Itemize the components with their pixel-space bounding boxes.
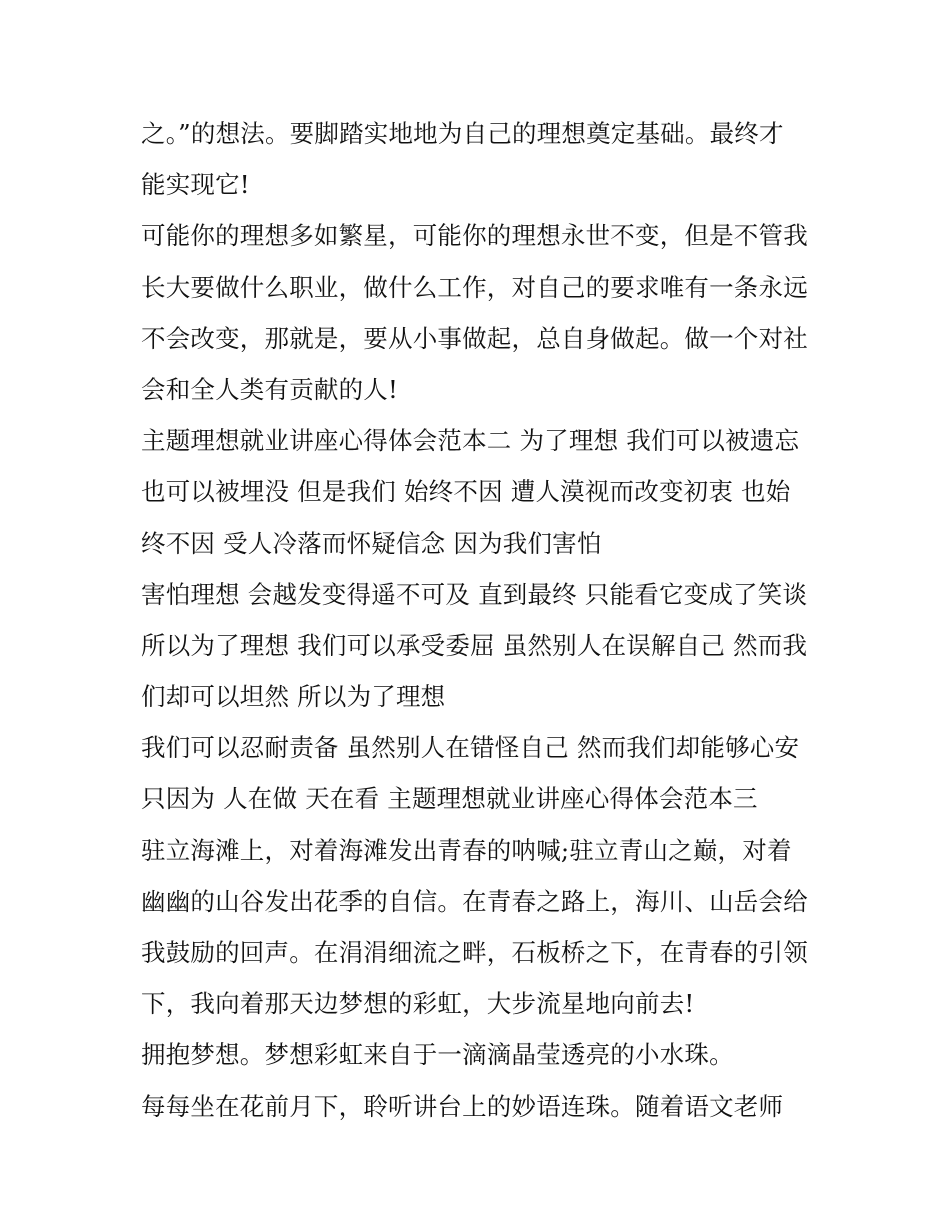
text-line: 每每坐在花前月下，聆听讲台上的妙语连珠。随着语文老师 xyxy=(141,1091,784,1121)
body-text xyxy=(141,108,841,1132)
text-line: 不会改变，那就是，要从小事做起，总自身做起。做一个对社 xyxy=(141,323,808,353)
text-line: 害怕理想 会越发变得遥不可及 直到最终 只能看它变成了笑谈 xyxy=(141,579,808,609)
text-line: 所以为了理想 我们可以承受委屈 虽然别人在误解自己 然而我 xyxy=(141,630,808,660)
text-line: 长大要做什么职业，做什么工作，对自己的要求唯有一条永远 xyxy=(141,272,808,302)
text-line: 下，我向着那天边梦想的彩虹，大步流星地向前去! xyxy=(141,989,695,1019)
text-line: 只因为 人在做 天在看 主题理想就业讲座心得体会范本三 xyxy=(141,784,758,814)
text-line: 也可以被埋没 但是我们 始终不因 遭人漠视而改变初衷 也始 xyxy=(141,477,791,507)
text-line: 我鼓励的回声。在涓涓细流之畔，石板桥之下，在青春的引领 xyxy=(141,938,808,967)
text-line: 会和全人类有贡献的人! xyxy=(141,374,399,404)
text-line: 终不因 受人冷落而怀疑信念 因为我们害怕 xyxy=(141,528,602,558)
text-line: 我们可以忍耐责备 虽然别人在错怪自己 然而我们却能够心安 xyxy=(141,733,800,763)
text-line: 之。”的想法。要脚踏实地地为自己的理想奠定基础。最终才 xyxy=(141,119,784,148)
text-line: 可能你的理想多如繁星，可能你的理想永世不变，但是不管我 xyxy=(141,221,808,251)
text-line: 驻立海滩上，对着海滩发出青春的呐喊;驻立青山之巅，对着 xyxy=(141,835,792,865)
text-line: 拥抱梦想。梦想彩虹来自于一滴滴晶莹透亮的小水珠。 xyxy=(141,1040,734,1070)
text-line: 能实现它! xyxy=(141,170,250,200)
text-line: 主题理想就业讲座心得体会范本二 为了理想 我们可以被遗忘 xyxy=(141,426,800,456)
text-line: 们却可以坦然 所以为了理想 xyxy=(141,682,446,712)
text-line: 幽幽的山谷发出花季的自信。在青春之路上，海川、山岳会给 xyxy=(141,886,808,916)
